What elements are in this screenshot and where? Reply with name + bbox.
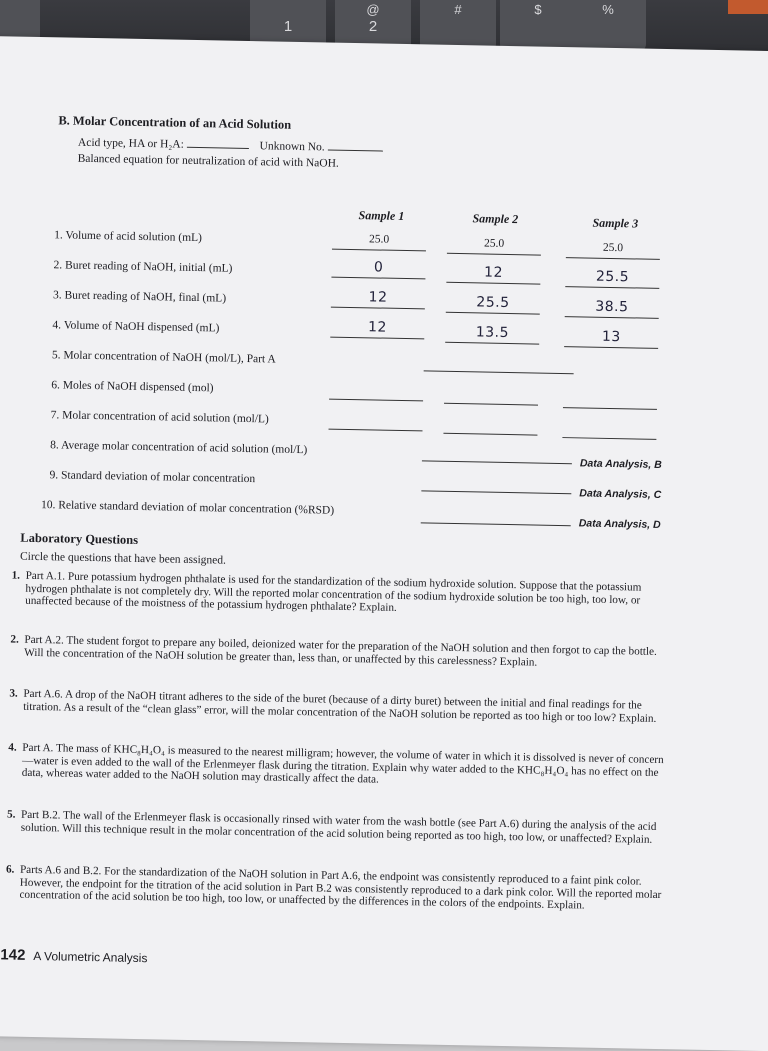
cell-r7-s1[interactable] — [329, 409, 423, 432]
cell-r1-s3[interactable]: 25.0 — [566, 237, 660, 260]
keyboard-key-5: % — [570, 0, 646, 52]
row-label-4: 4. Volume of NaOH dispensed (mL) — [52, 319, 220, 335]
cell-r2-s2[interactable]: 12 — [446, 262, 540, 285]
cell-r7-s3[interactable] — [562, 417, 656, 440]
cell-r3-s2[interactable]: 25.5 — [446, 292, 540, 315]
cell-r8[interactable] — [422, 440, 572, 464]
page-footer — [0, 946, 147, 967]
data-analysis-b-note: Data Analysis, B — [579, 457, 662, 471]
data-analysis-d-note: Data Analysis, D — [578, 517, 661, 531]
lab-question-1[interactable]: 1. Part A.1. Pure potassium hydrogen phthalate is used for the standardization of the sodium hydroxide solution. Suppose that the potassium hydrogen phthalate is not completely dry. Will the reported molar concentration of the sodium hydroxide solution be too high, too low, or unaffected because of the moistness of the potassium hydrogen phthalate? Explain. — [11, 569, 642, 615]
unknown-no-label: Unknown No. — [259, 140, 325, 154]
cell-r7-s2[interactable] — [443, 413, 537, 436]
section-title: B. Molar Concentration of an Acid Solution — [58, 113, 292, 132]
row-label-1: 1. Volume of acid solution (mL) — [54, 229, 203, 245]
column-header-sample-1: Sample 1 — [358, 208, 405, 223]
cell-r6-s1[interactable] — [329, 379, 423, 402]
keyboard-key-2: @ 2 — [335, 0, 411, 52]
page-number: 142 — [0, 946, 26, 964]
footer-title: A Volumetric Analysis — [33, 949, 148, 966]
lab-question-4[interactable]: 4. Part A. The mass of KHC₈H₄O₄ is measured to the nearest milligram; however, the volume of water in which it is dissolved is never of concern—water is even added to the wall of the Erlenmeyer flask during the titration. Explain why water added to the KHC₈H₄O₄ has no effect on the data, whereas water added to the NaOH solution may drastically affect the data. — [8, 741, 664, 786]
cell-r2-s3[interactable]: 25.5 — [565, 266, 659, 289]
row-label-3: 3. Buret reading of NaOH, final (mL) — [52, 289, 227, 305]
acid-type-line — [78, 134, 383, 155]
cell-r5[interactable] — [424, 350, 574, 374]
row-label-10: 10. Relative standard deviation of molar concentration (%RSD) — [40, 499, 335, 517]
cell-r3-s1[interactable]: 12 — [331, 287, 425, 310]
lab-questions-heading: Laboratory Questions — [20, 530, 139, 547]
row-label-2: 2. Buret reading of NaOH, initial (mL) — [53, 259, 233, 275]
keyboard-key-4: $ — [500, 0, 576, 52]
column-header-sample-2: Sample 2 — [472, 211, 519, 227]
row-label-8: 8. Average molar concentration of acid solution (mol/L) — [50, 439, 308, 457]
cell-r6-s2[interactable] — [444, 383, 538, 406]
row-label-5: 5. Molar concentration of NaOH (mol/L), Part A — [51, 349, 276, 366]
cell-r10[interactable] — [421, 502, 571, 526]
unknown-no-blank[interactable] — [328, 139, 383, 152]
worksheet-page — [0, 36, 768, 1051]
cell-r9[interactable] — [421, 470, 571, 494]
lab-question-2[interactable]: 2. Part A.2. The student forgot to prepare any boiled, deionized water for the preparation of the NaOH solution and then forgot to cap the bottle. Will the concentration of the NaOH solution be greater than, less than, or unaffected by this carelessness? Explain. — [10, 633, 657, 669]
cell-r3-s3[interactable]: 38.5 — [565, 296, 659, 319]
column-header-sample-3: Sample 3 — [592, 215, 639, 231]
keyboard-key-accent — [728, 0, 768, 14]
row-label-6: 6. Moles of NaOH dispensed (mol) — [51, 379, 214, 395]
lab-question-5[interactable]: 5. Part B.2. The wall of the Erlenmeyer flask is occasionally rinsed with water from the wash bottle (see Part A.6) during the analysis of the acid solution. Will this technique result in the molar concentration of the acid solution being reported as too high, too low, or unaffected? Explain. — [6, 808, 657, 846]
row-label-7: 7. Molar concentration of acid solution (mol/L) — [50, 409, 269, 426]
cell-r4-s3[interactable]: 13 — [564, 326, 658, 349]
acid-type-blank[interactable] — [187, 136, 249, 149]
acid-type-label: Acid type, HA or H₂A: — [77, 136, 184, 151]
cell-r4-s1[interactable]: 12 — [330, 317, 424, 340]
lab-question-6[interactable]: 6. Parts A.6 and B.2. For the standardization of the NaOH solution in Part A.6, the endpoint was consistently reproduced to a faint pink color. However, the endpoint for the titration of the acid solution in Part B.2 was consistently reproduced to a dark pink color. Will the reported molar concentration of the acid solution be too high, too low, or unaffected by the differences in the colors of the endpoints. Explain. — [5, 863, 662, 912]
lab-question-3[interactable]: 3. Part A.6. A drop of the NaOH titrant adheres to the side of the buret (because of a dirty buret) between the initial and final readings for the titration. As a result of the “clean glass” error, will the molar concentration of the NaOH solution be reported as too high or too low? Explain. — [9, 687, 657, 725]
cell-r4-s2[interactable]: 13.5 — [445, 322, 539, 345]
cell-r1-s2[interactable]: 25.0 — [447, 233, 541, 256]
keyboard-key-1: 1 — [250, 0, 326, 52]
cell-r6-s3[interactable] — [563, 387, 657, 410]
data-analysis-c-note: Data Analysis, C — [579, 487, 662, 501]
lab-questions-instruction: Circle the questions that have been assigned. — [19, 550, 227, 567]
balanced-equation-label: Balanced equation for neutralization of acid with NaOH. — [77, 152, 339, 170]
keyboard-key-3: # — [420, 0, 496, 52]
cell-r1-s1[interactable]: 25.0 — [332, 229, 426, 252]
row-label-9: 9. Standard deviation of molar concentration — [49, 469, 256, 486]
cell-r2-s1[interactable]: 0 — [331, 257, 425, 280]
